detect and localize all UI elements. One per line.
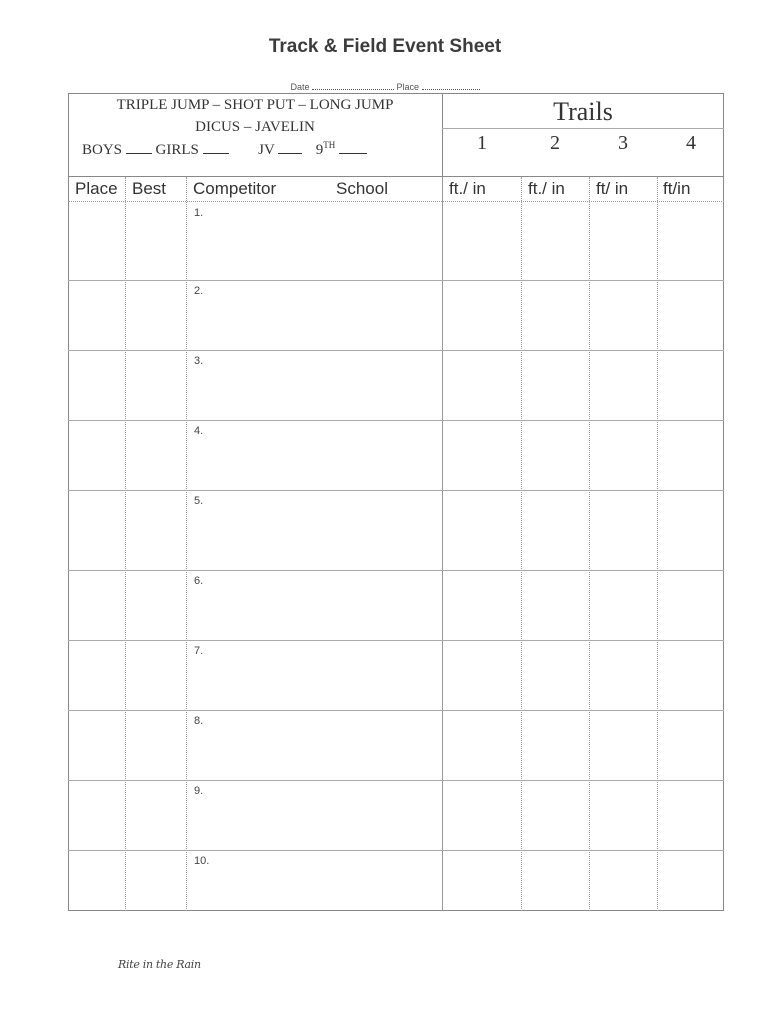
col-header-best: Best — [132, 179, 167, 198]
trial-number-1: 1 — [477, 132, 487, 154]
col-header-competitor: Competitor — [193, 179, 277, 198]
row-separator — [68, 280, 724, 281]
row-separator — [68, 570, 724, 571]
date-label: Date — [290, 82, 310, 92]
col-header-trial4: ft/in — [663, 179, 691, 198]
row-number: 8. — [194, 715, 204, 727]
events-line-2: DICUS – JAVELIN — [195, 119, 315, 135]
girls-field[interactable] — [203, 141, 229, 154]
place-field[interactable] — [422, 81, 480, 90]
row-separator — [68, 420, 724, 421]
col-divider-place — [125, 177, 126, 911]
col-header-trial1: ft./ in — [449, 179, 486, 198]
col-header-trial3: ft/ in — [596, 179, 629, 198]
date-place-line — [0, 81, 770, 92]
col-header-trial2: ft./ in — [528, 179, 565, 198]
trial-number-4: 4 — [686, 132, 696, 154]
row-number: 2. — [194, 285, 204, 297]
row-number: 9. — [194, 785, 204, 797]
row-number: 4. — [194, 425, 204, 437]
ninth-label: 9 — [315, 142, 324, 158]
col-header-place: Place — [75, 179, 118, 198]
row-number: 6. — [194, 575, 204, 587]
events-line-1: TRIPLE JUMP – SHOT PUT – LONG JUMP — [116, 97, 394, 113]
place-label: Place — [396, 82, 420, 92]
col-divider-best — [186, 177, 187, 911]
division-row — [82, 140, 367, 159]
header-row-line — [68, 201, 724, 202]
col-divider-competitor — [442, 177, 443, 911]
col-divider-trial3 — [657, 177, 658, 911]
col-divider-trial2 — [589, 177, 590, 911]
row-number: 10. — [194, 855, 210, 867]
row-separator — [68, 710, 724, 711]
col-divider-trial1 — [521, 177, 522, 911]
row-number: 5. — [194, 495, 204, 507]
ninth-field[interactable] — [339, 141, 367, 154]
girls-label: GIRLS — [155, 142, 199, 158]
sheet-title: Track & Field Event Sheet — [268, 36, 502, 57]
row-number: 7. — [194, 645, 204, 657]
row-separator — [68, 640, 724, 641]
row-separator — [68, 490, 724, 491]
row-number: 1. — [194, 207, 204, 219]
trial-number-2: 2 — [550, 132, 560, 154]
trails-heading: Trails — [553, 97, 613, 126]
trails-divider — [442, 128, 724, 129]
row-separator — [68, 780, 724, 781]
boys-label: BOYS — [82, 142, 123, 158]
rite-in-the-rain-logo: Rite in the Rain — [118, 958, 201, 971]
trial-number-3: 3 — [618, 132, 628, 154]
row-separator — [68, 850, 724, 851]
col-header-school: School — [336, 179, 388, 198]
date-field[interactable] — [312, 81, 394, 90]
row-number: 3. — [194, 355, 204, 367]
ninth-sup: TH — [323, 140, 336, 150]
jv-label: JV — [258, 142, 275, 158]
boys-field[interactable] — [126, 141, 152, 154]
jv-field[interactable] — [278, 141, 302, 154]
results-table — [68, 177, 724, 911]
row-separator — [68, 350, 724, 351]
